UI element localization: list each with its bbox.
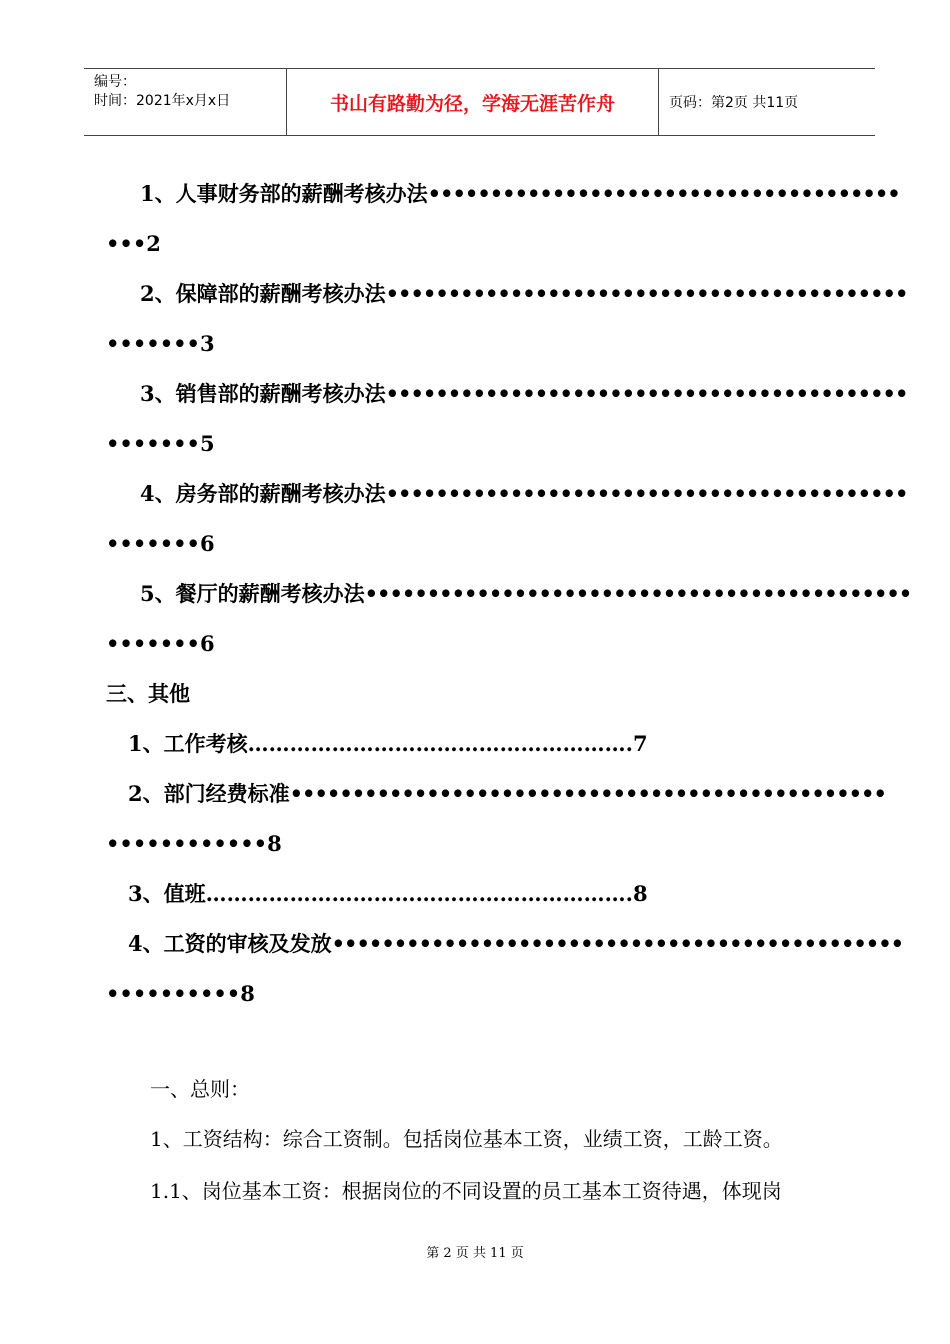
section-heading-general: 一、总则：	[150, 1077, 250, 1101]
toc-entry-5-tail: •••••••6	[106, 631, 215, 656]
paragraph-salary-structure: 1、工资结构：综合工资制。包括岗位基本工资，业绩工资，工龄工资。	[150, 1127, 783, 1151]
header-motto: 书山有路勤为径，学海无涯苦作舟	[329, 93, 615, 115]
toc-entry-5[interactable]	[140, 580, 912, 608]
toc-other-entry-4[interactable]	[128, 930, 904, 958]
toc-leader-dots: ••••••••••••••••••••••••••••••••••••••••••	[385, 281, 908, 306]
toc-leader-dots: ••••••••••••••••••••••••••••••••••••••••••••••	[331, 931, 904, 956]
header-meta-cell	[84, 69, 286, 135]
toc-entry-2-tail: •••••••3	[106, 331, 215, 356]
toc-leader-dots: ••••••••••••••••••••••••••••••••••••••••••	[385, 481, 908, 506]
toc-leader-dots: ••••••••••••••••••••••••••••••••••••••	[427, 181, 900, 206]
serial-label: 编号：	[94, 74, 136, 90]
toc-other-entry-2[interactable]	[128, 780, 886, 808]
toc-entry-label: 1、工作考核	[128, 731, 248, 756]
toc-entry-label: 3、销售部的薪酬考核办法	[140, 381, 386, 406]
toc-leader-dots: ……………………………………………….	[247, 731, 633, 756]
toc-entry-2[interactable]	[140, 280, 908, 308]
toc-section-other: 三、其他	[106, 681, 190, 706]
toc-entry-3[interactable]	[140, 380, 908, 408]
toc-entry-label: 3、值班	[128, 881, 206, 906]
toc-other-entry-2-tail: ••••••••••••8	[106, 831, 282, 856]
toc-other-entry-3[interactable]	[128, 880, 856, 908]
toc-other-entry-4-tail: ••••••••••8	[106, 981, 255, 1006]
header-motto-cell	[286, 69, 659, 135]
toc-entry-label: 4、工资的审核及发放	[128, 931, 332, 956]
toc-page-number: 8	[632, 881, 648, 906]
toc-entry-3-tail: •••••••5	[106, 431, 215, 456]
toc-leader-dots: …………………………………………………….	[205, 881, 633, 906]
toc-entry-label: 2、保障部的薪酬考核办法	[140, 281, 386, 306]
toc-page-number: 7	[632, 731, 648, 756]
toc-entry-1[interactable]	[140, 180, 900, 208]
toc-entry-label: 2、部门经费标准	[128, 781, 290, 806]
toc-entry-label: 4、房务部的薪酬考核办法	[140, 481, 386, 506]
page-header	[84, 68, 875, 136]
toc-leader-dots: ••••••••••••••••••••••••••••••••••••••••••••	[364, 581, 912, 606]
toc-entry-4[interactable]	[140, 480, 908, 508]
toc-entry-1-tail: •••2	[106, 231, 161, 256]
toc-leader-dots: ••••••••••••••••••••••••••••••••••••••••••••••••	[289, 781, 886, 806]
toc-leader-dots: ••••••••••••••••••••••••••••••••••••••••••	[385, 381, 908, 406]
toc-entry-label: 5、餐厅的薪酬考核办法	[140, 581, 365, 606]
toc-entry-4-tail: •••••••6	[106, 531, 215, 556]
time-label: 时间：2021年x月x日	[94, 93, 231, 109]
page-footer: 第 2 页 共 11 页	[426, 1246, 524, 1261]
toc-other-entry-1[interactable]	[128, 730, 856, 758]
toc-entry-label: 1、人事财务部的薪酬考核办法	[140, 181, 428, 206]
paragraph-base-salary: 1.1、岗位基本工资：根据岗位的不同设置的员工基本工资待遇，体现岗	[150, 1179, 782, 1203]
header-page-number: 页码：第2页 共11页	[669, 95, 799, 111]
header-page-cell	[659, 69, 875, 135]
